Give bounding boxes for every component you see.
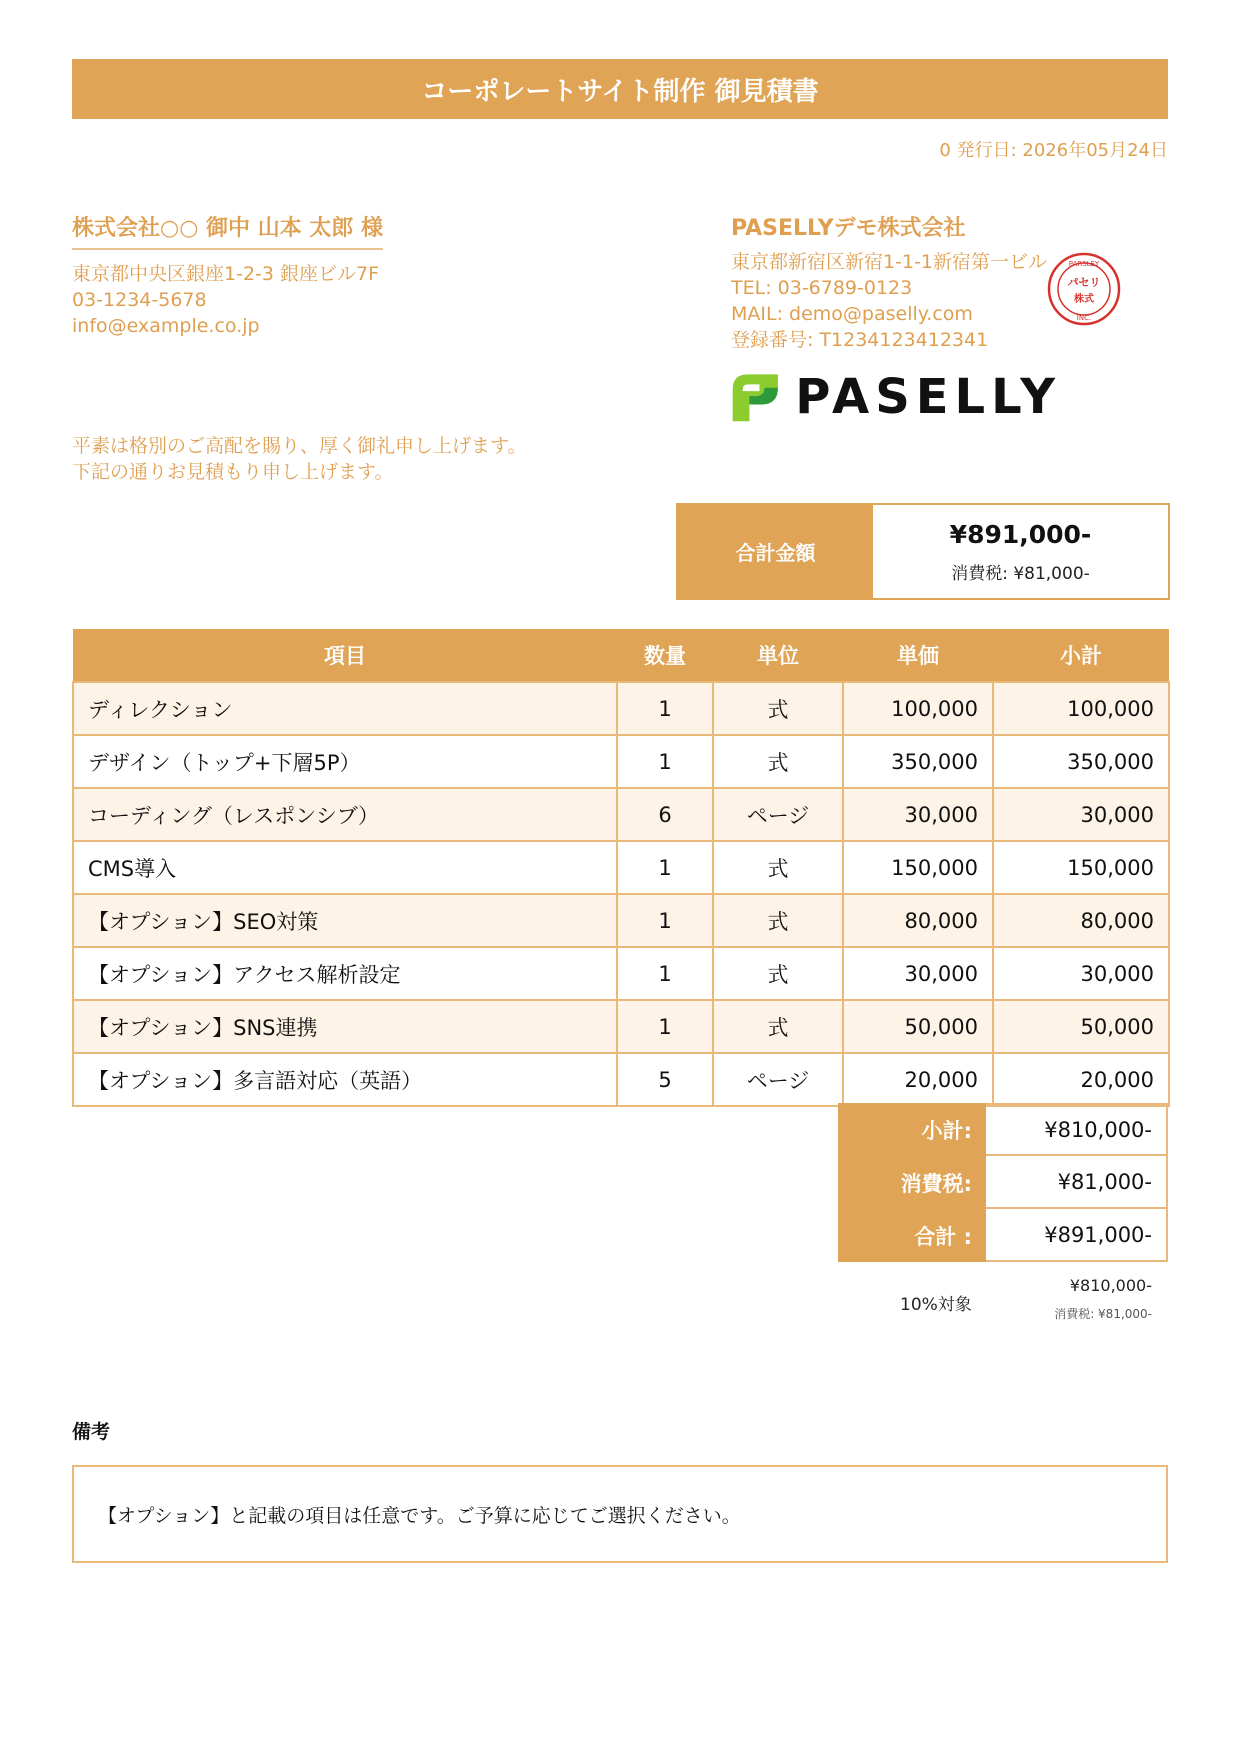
cell-price: 80,000 [843,894,993,947]
header-item: 項目 [73,629,617,682]
cell-unit: 式 [713,894,843,947]
issuer-name: PASELLYデモ株式会社 [731,216,966,241]
issuer-mail: MAIL: demo@paselly.com [731,303,973,325]
cell-price: 100,000 [843,682,993,735]
header-qty: 数量 [617,629,713,682]
cell-subtotal: 20,000 [993,1053,1169,1106]
cell-subtotal: 30,000 [993,947,1169,1000]
table-row [73,682,1169,735]
cell-item: 【オプション】SNS連携 [73,1000,617,1053]
table-row [73,841,1169,894]
total-amount: ¥891,000- [949,519,1092,549]
total-label: 合計金額 [678,505,873,598]
client-email: info@example.co.jp [72,315,260,337]
greeting-line-1: 平素は格別のご高配を賜り、厚く御礼申し上げます。 [72,435,527,457]
cell-item: ディレクション [73,682,617,735]
cell-unit: 式 [713,1000,843,1053]
greeting-line-2: 下記の通りお見積もり申し上げます。 [72,461,394,483]
cell-item: 【オプション】アクセス解析設定 [73,947,617,1000]
remarks-box [72,1465,1168,1563]
summary-subtotal-label: 小計: [838,1103,986,1156]
header-subtotal: 小計 [993,629,1169,682]
cell-price: 50,000 [843,1000,993,1053]
remarks-text: 【オプション】と記載の項目は任意です。ご予算に応じてご選択ください。 [98,1504,741,1527]
issuer-tel: TEL: 03-6789-0123 [731,277,913,299]
header-price: 単価 [843,629,993,682]
table-row [73,1053,1169,1106]
issue-date: 0 発行日: 2026年05月24日 [939,140,1168,161]
table-row [73,788,1169,841]
cell-item: コーディング（レスポンシブ） [73,788,617,841]
issuer-registration: 登録番号: T1234123412341 [731,329,989,351]
client-info [72,261,379,339]
cell-qty: 6 [617,788,713,841]
client-name: 株式会社○○ 御中 山本 太郎 様 [72,211,383,250]
summary-tax-value: ¥81,000- [986,1156,1168,1209]
summary-block [838,1103,1168,1262]
issuer-address: 東京都新宿区新宿1-1-1新宿第一ビル [731,251,1047,273]
cell-qty: 1 [617,735,713,788]
cell-subtotal: 50,000 [993,1000,1169,1053]
summary-tax-row [838,1156,1168,1209]
greeting [72,433,526,485]
cell-qty: 1 [617,894,713,947]
remarks-title: 備考 [72,1421,111,1443]
cell-unit: 式 [713,947,843,1000]
document-title: コーポレートサイト制作 御見積書 [72,59,1168,119]
paselly-leaf-icon [731,366,781,428]
cell-price: 30,000 [843,947,993,1000]
cell-unit: 式 [713,735,843,788]
summary-total-label: 合計 : [838,1209,986,1262]
cell-item: 【オプション】多言語対応（英語） [73,1053,617,1106]
cell-qty: 1 [617,1000,713,1053]
svg-text:INC.: INC. [1076,314,1092,322]
client-address: 東京都中央区銀座1-2-3 銀座ビル7F [72,263,380,285]
tax-base-amount: ¥810,000- [1069,1276,1152,1295]
table-row [73,947,1169,1000]
tax-rate-target: 10%対象 [900,1295,972,1315]
cell-qty: 1 [617,947,713,1000]
cell-subtotal: 150,000 [993,841,1169,894]
total-amount-box [676,503,1170,600]
cell-item: デザイン（トップ+下層5P） [73,735,617,788]
summary-subtotal-row [838,1103,1168,1156]
logo-wordmark: PASELLY [795,369,1061,425]
paselly-logo [731,366,1061,428]
cell-price: 20,000 [843,1053,993,1106]
cell-price: 350,000 [843,735,993,788]
cell-subtotal: 30,000 [993,788,1169,841]
tax-breakdown-amount: 消費税: ¥81,000- [1054,1307,1152,1321]
cell-qty: 5 [617,1053,713,1106]
cell-unit: 式 [713,682,843,735]
table-row [73,1000,1169,1053]
total-values [873,505,1168,598]
table-row [73,894,1169,947]
cell-item: CMS導入 [73,841,617,894]
client-tel: 03-1234-5678 [72,289,207,311]
total-tax: 消費税: ¥81,000- [951,563,1090,584]
cell-subtotal: 80,000 [993,894,1169,947]
company-seal-stamp [1047,252,1121,326]
issuer-info [731,249,1047,353]
cell-price: 30,000 [843,788,993,841]
cell-item: 【オプション】SEO対策 [73,894,617,947]
cell-qty: 1 [617,841,713,894]
cell-subtotal: 100,000 [993,682,1169,735]
summary-total-row [838,1209,1168,1262]
summary-total-value: ¥891,000- [986,1209,1168,1262]
cell-unit: ページ [713,788,843,841]
table-header-row [73,629,1169,682]
cell-subtotal: 350,000 [993,735,1169,788]
cell-price: 150,000 [843,841,993,894]
cell-qty: 1 [617,682,713,735]
svg-text:パセリ: パセリ [1067,276,1101,289]
cell-unit: ページ [713,1053,843,1106]
summary-tax-label: 消費税: [838,1156,986,1209]
svg-text:PARSLEY: PARSLEY [1068,260,1100,268]
svg-text:株式: 株式 [1074,294,1094,305]
table-row [73,735,1169,788]
header-unit: 単位 [713,629,843,682]
summary-subtotal-value: ¥810,000- [986,1103,1168,1156]
cell-unit: 式 [713,841,843,894]
line-items-table [72,629,1170,1107]
